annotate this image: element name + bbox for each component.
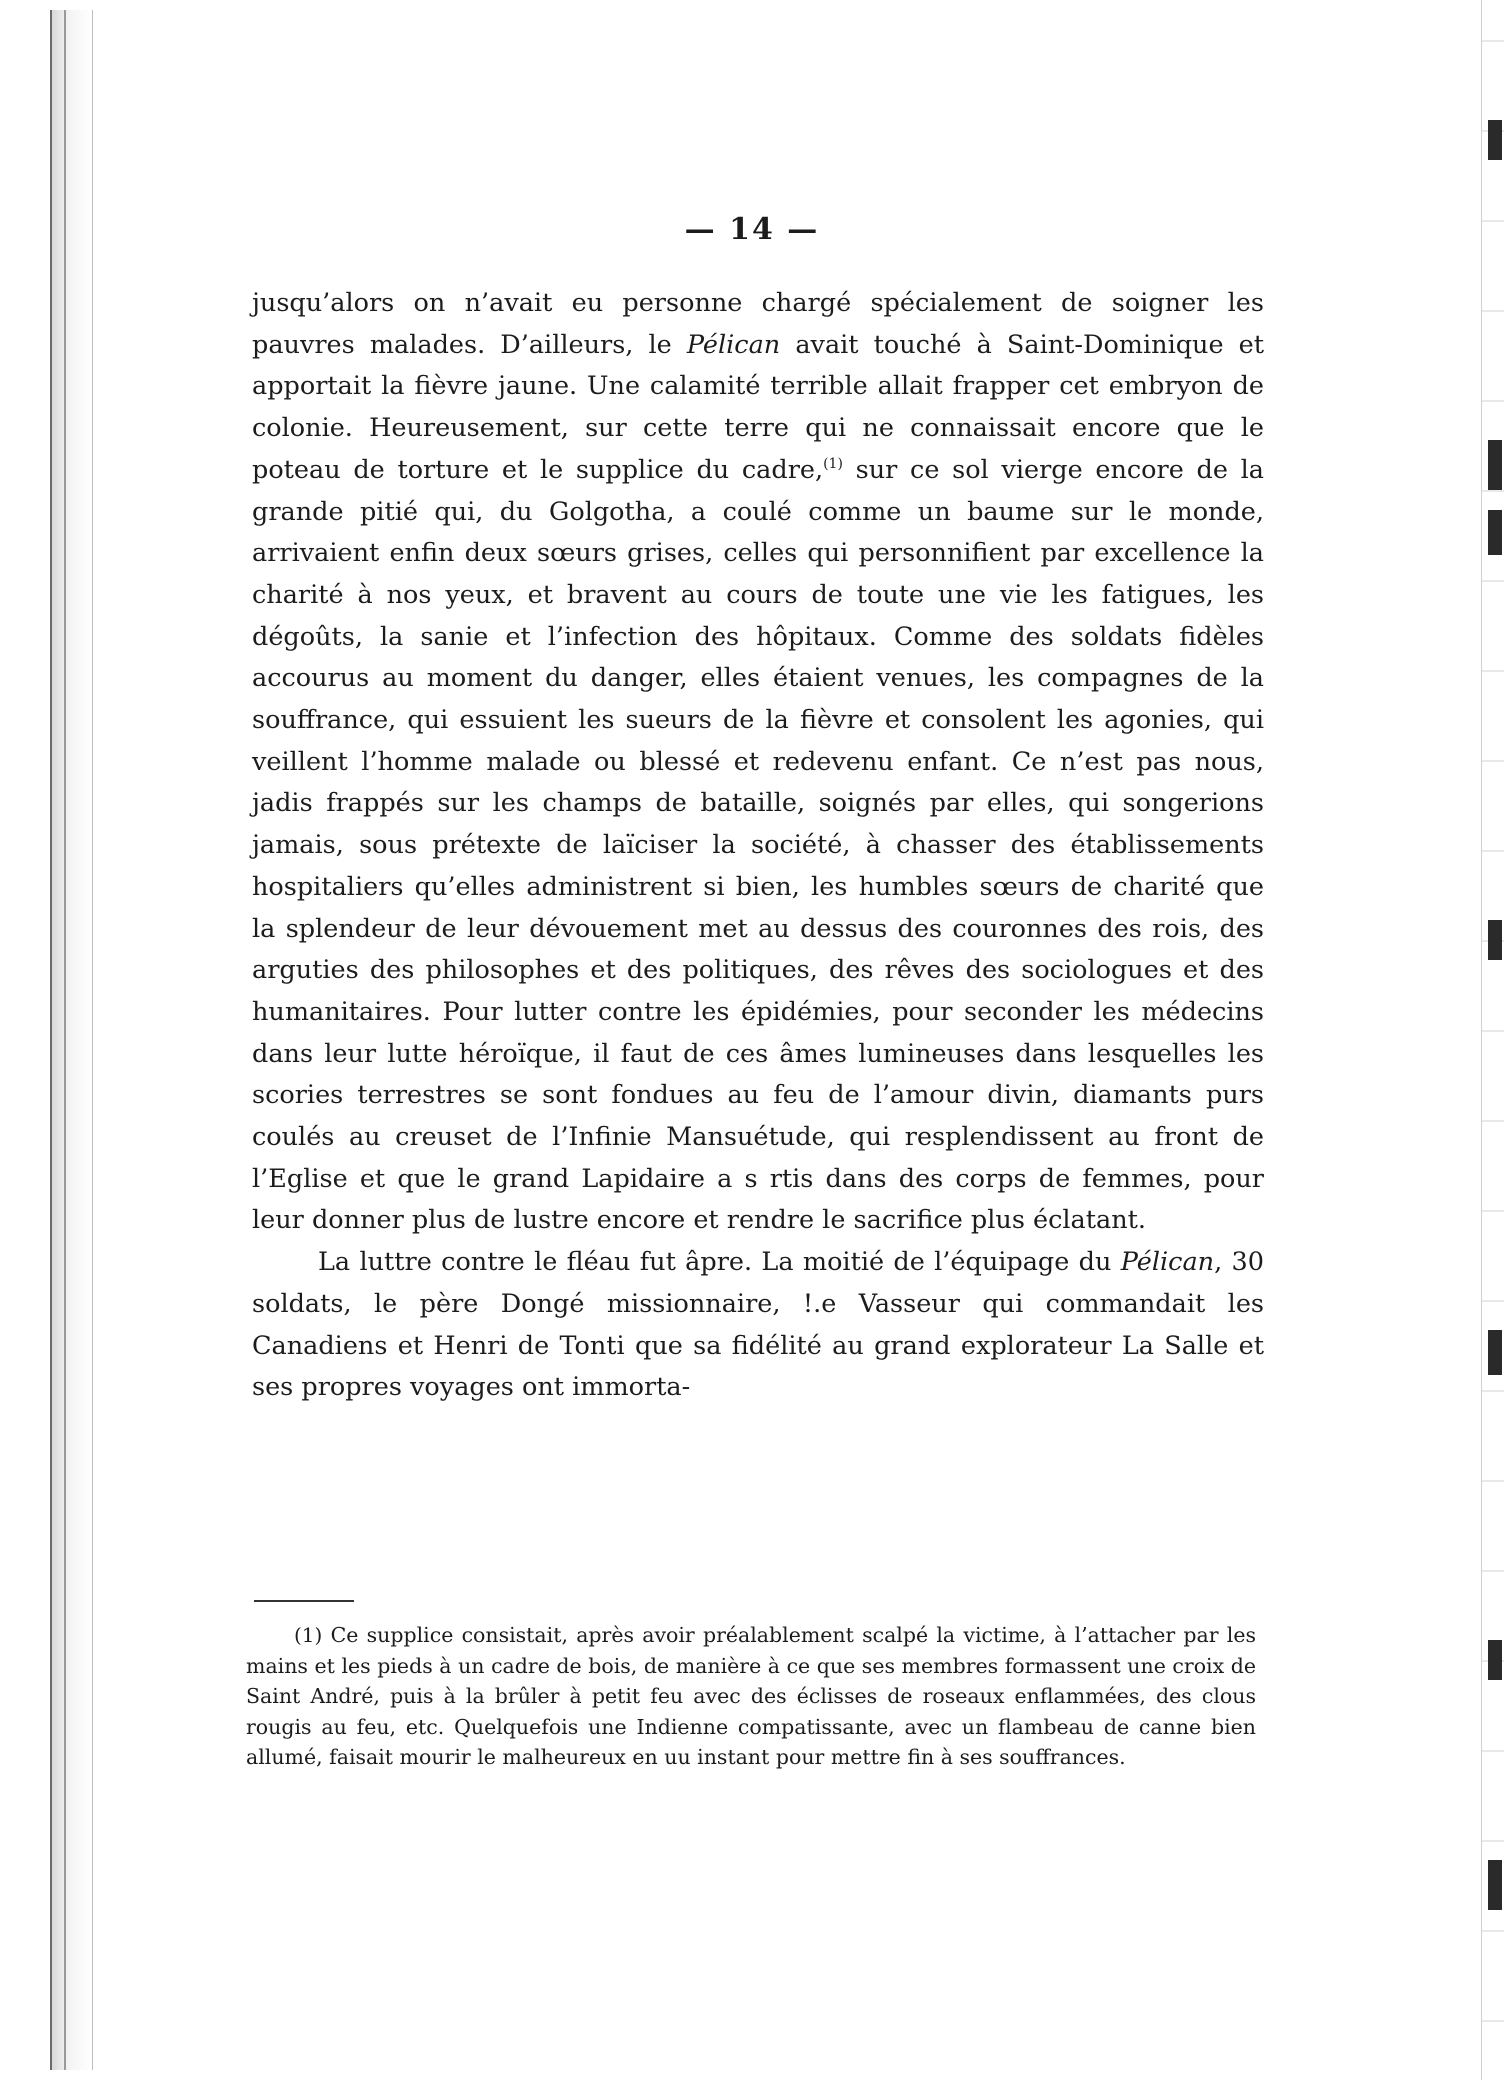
footnote-reference: (1) [823,455,843,472]
page-number: — 14 — [684,212,820,247]
page-edge-right [1481,0,1504,2080]
ship-name: Pélican [686,329,781,360]
footnote-text: Ce supplice consistait, après avoir préalablement scalpé la victime, à l’attacher par les mains et les pieds à un cadre de bois, de manière à ce que ses membres formassent une croix de Saint André, puis à la brûler à petit feu avec des éclisses de roseaux enflammées, des clous rougis au feu, etc. Quelquefois une Indienne compatissante, avec un flambeau de canne bien allumé, faisait mourir le malheureux en uu instant pour mettre fin à ses souffrances. [246,1623,1256,1769]
footnote-mark: (1) [294,1623,323,1647]
footnote [246,1620,1256,1773]
book-spine-shadow [50,10,93,2070]
body-text [252,283,1264,1409]
footnote-separator [254,1600,354,1602]
paragraph-1: jusqu’alors on n’avait eu personne chargé spécialement de soigner les pauvres malades. D’ailleurs, le Pélican avait touché à Saint-Dominique et apportait la fièvre jaune. Une calamité terrible allait frapper cet embryon de colonie. Heureusement, sur cette terre qui ne connaissait encore que le poteau de torture et le supplice du cadre,$^{(1)}$ sur ce sol vierge encore de la grande pitié qui, du Golgotha, a coulé comme un baume sur le monde, arrivaient enfin deux sœurs grises, celles qui personnifient par excellence la charité à nos yeux, et bravent au cours de toute une vie les fatigues, les dégoûts, la sanie et l’infection des hôpitaux. Comme des soldats fidèles accourus au moment du danger, elles étaient venues, les compagnes de la souffrance, qui essuient les sueurs de la fièvre et consolent les agonies, qui veillent l’homme malade ou blessé et redevenu enfant. Ce n’est pas nous, jadis frappés sur les champs de bataille, soignés par elles, qui songerions jamais, sous prétexte de laïciser la société, à chasser des établissements hospitaliers qu’elles administrent si bien, les humbles sœurs de charité que la splendeur de leur dévouement met au dessus des couronnes des rois, des arguties des philosophes et des politiques, des rêves des sociologues et des humanitaires. Pour lutter contre les épidémies, pour seconder les médecins dans leur lutte héroïque, il faut de ces âmes lumineuses dans lesquelles les scories terrestres se sont fondues au feu de l’amour divin, diamants purs coulés au creuset de l’Infinie Mansuétude, qui resplendissent au front de l’Eglise et que le grand Lapidaire a s rtis dans des corps de femmes, pour leur donner plus de lustre encore et rendre le sacrifice plus éclatant. [252,288,1265,1236]
paragraph-2: La luttre contre le fléau fut âpre. La moitié de l’équipage du Pélican, 30 soldats, le père Dongé missionnaire, !.e Vasseur qui commandait les Canadiens et Henri de Tonti que sa fidélité au grand explorateur La Salle et ses propres voyages ont immorta- [252,1247,1264,1403]
ship-name: Pélican [1120,1247,1215,1278]
